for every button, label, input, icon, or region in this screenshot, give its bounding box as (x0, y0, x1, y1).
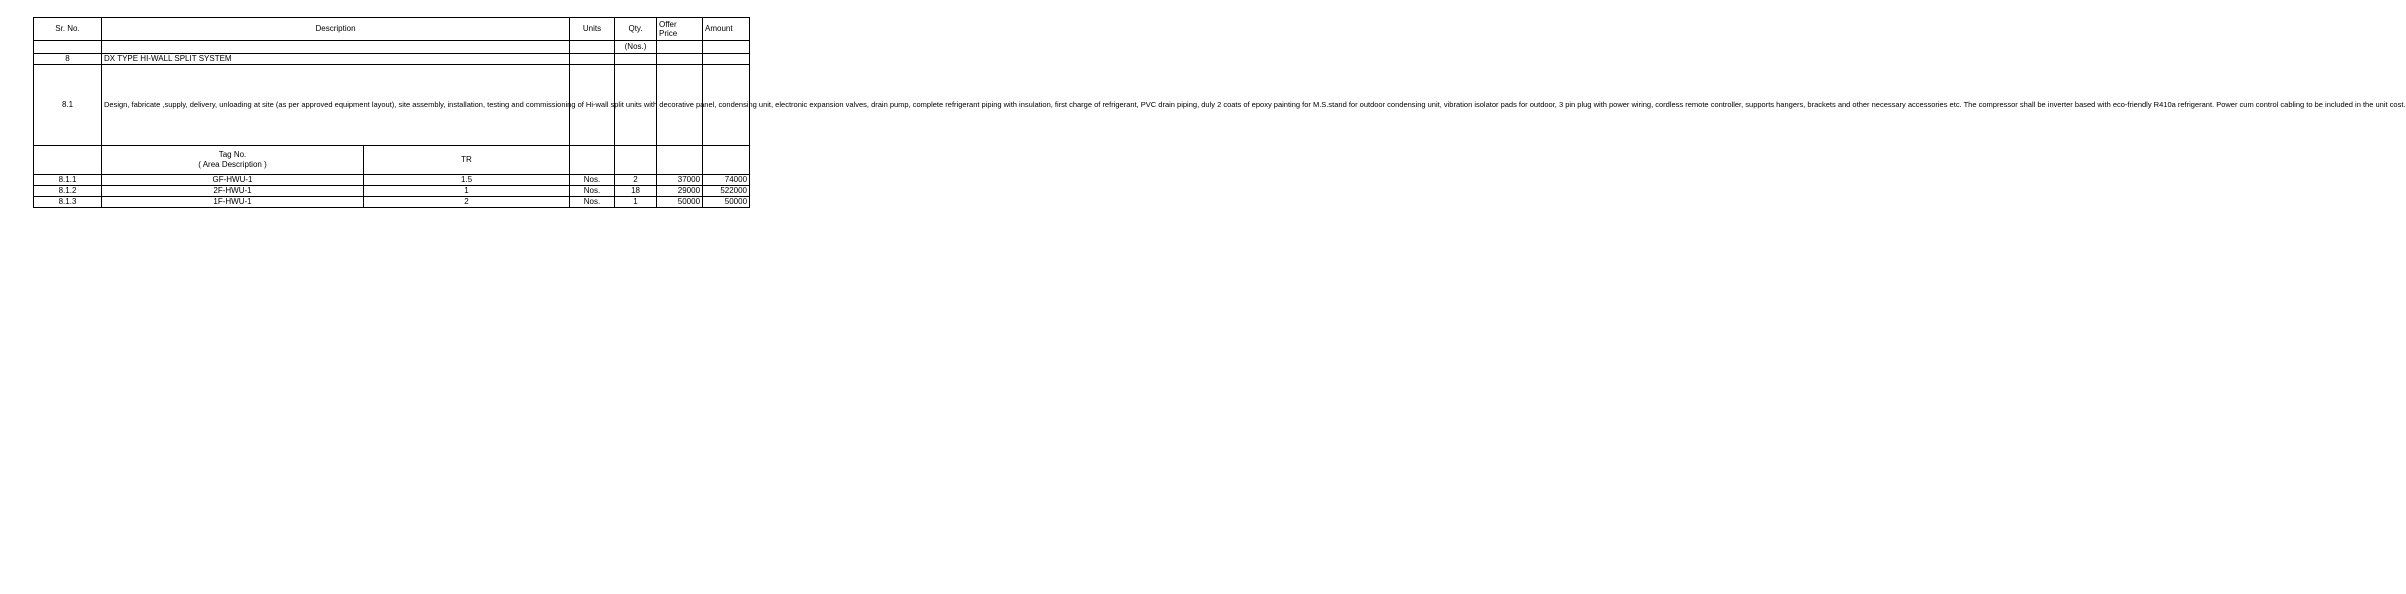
empty-cell (703, 54, 750, 65)
item-description: Design, fabricate ,supply, delivery, unloading at site (as per approved equipment layout), site assembly, installation, testing and commissioning of Hi-wall split units with decorative panel, condensing unit, electronic expansion valves, drain pump, complete refrigerant piping with insulation, first charge of refrigerant, PVC drain piping, duly 2 coats of epoxy painting for M.S.stand for outdoor condensing unit, vibration isolator pads for outdoor, 3 pin plug with power wiring, cordless remote controller, supports hangers, brackets and other necessary accessories etc. The compressor shall be inverter based with eco-friendly R410a refrigerant. Power cum control cabling to be included in the unit cost. (102, 65, 570, 146)
header-qty: Qty. (615, 18, 657, 41)
empty-cell (34, 146, 102, 175)
row-tag: GF-HWU-1 (102, 175, 364, 186)
table-row (34, 175, 750, 186)
row-qty: 1 (615, 197, 657, 208)
row-tr: 1 (364, 186, 570, 197)
sub-header-tr: TR (364, 146, 570, 175)
sub-header-tag (102, 146, 364, 175)
row-tag: 2F-HWU-1 (102, 186, 364, 197)
section-title: DX TYPE HI-WALL SPLIT SYSTEM (102, 54, 570, 65)
header-units: Units (570, 18, 615, 41)
table-row (34, 186, 750, 197)
row-units: Nos. (570, 175, 615, 186)
row-tr: 1.5 (364, 175, 570, 186)
row-units: Nos. (570, 186, 615, 197)
item-description-row (34, 65, 750, 146)
row-tr: 2 (364, 197, 570, 208)
empty-cell (102, 41, 570, 54)
qty-unit-label: (Nos.) (615, 41, 657, 54)
header-offer-line1: Offer (659, 19, 677, 29)
header-description: Description (102, 18, 570, 41)
row-offer-price: 37000 (657, 175, 703, 186)
sub-header-row (34, 146, 750, 175)
section-row (34, 54, 750, 65)
empty-cell (703, 146, 750, 175)
row-offer-price: 29000 (657, 186, 703, 197)
row-tag: 1F-HWU-1 (102, 197, 364, 208)
empty-cell (34, 41, 102, 54)
header-amount: Amount (703, 18, 750, 41)
row-amount: 522000 (703, 186, 750, 197)
row-amount: 74000 (703, 175, 750, 186)
header-sr-no: Sr. No. (34, 18, 102, 41)
empty-cell (570, 146, 615, 175)
header-offer-line2: Price (659, 29, 678, 38)
empty-cell (703, 41, 750, 54)
row-offer-price: 50000 (657, 197, 703, 208)
row-units: Nos. (570, 197, 615, 208)
empty-cell (657, 146, 703, 175)
row-sr-no: 8.1.2 (34, 186, 102, 197)
empty-cell (615, 146, 657, 175)
sub-header-area-description: ( Area Description ) (198, 160, 267, 169)
empty-cell (570, 54, 615, 65)
section-sr-no: 8 (34, 54, 102, 65)
row-qty: 18 (615, 186, 657, 197)
header-row (34, 18, 750, 41)
boq-table (33, 17, 2406, 208)
row-sr-no: 8.1.1 (34, 175, 102, 186)
empty-cell (657, 41, 703, 54)
empty-cell (657, 54, 703, 65)
row-amount: 50000 (703, 197, 750, 208)
table-row (34, 197, 750, 208)
item-sr-no: 8.1 (34, 65, 102, 146)
empty-cell (615, 54, 657, 65)
header-offer-price (657, 18, 703, 41)
row-qty: 2 (615, 175, 657, 186)
qty-unit-row (34, 41, 750, 54)
empty-cell (570, 41, 615, 54)
sub-header-tag-no: Tag No. (218, 150, 247, 159)
row-sr-no: 8.1.3 (34, 197, 102, 208)
